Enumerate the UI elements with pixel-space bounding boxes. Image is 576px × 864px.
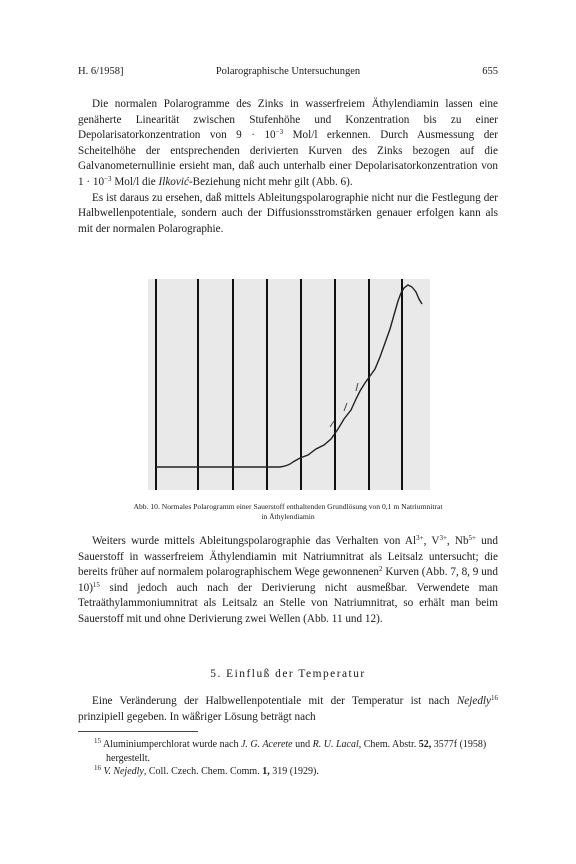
figure-caption: Abb. 10. Normales Polarogramm einer Sauerstoff enthaltenden Grundlösung von 0,1 m Natriumnitrat in Äthylendiamin (133, 502, 443, 521)
footnote-15: $^{15}$ Aluminiumperchlorat wurde nach J. G. Acerete und R. U. Lacal, Chem. Abstr. 52, 3577f (1958) hergestellt. (94, 737, 487, 764)
body-paragraph-3 (78, 694, 498, 725)
paragraph: Eine Veränderung der Halbwellenpotentiale mit der Temperatur ist nach Nejedly$^{16}$ prinzipiell gegeben. In wäßriger Lösung beträgt nach (78, 694, 498, 723)
page-number: 655 (482, 66, 498, 77)
polarogram-figure (148, 279, 430, 490)
footnote-rule (78, 731, 198, 732)
paragraph: Die normalen Polarogramme des Zinks in wasserfreiem Äthylendiamin lassen eine genäherte Linearität zwischen Stufenhöhe und Konzentration bis zu einer Depolarisatorkonzentration von $9 \cdot 10^{-3}$ Mol/l erkennen. Durch Ausmessung der Scheitelhöhe der entsprechenden derivierten Kurven des Zinks bezogen auf die Galvanometernullinie ersieht man, daß auch unterhalb einer Depolarisatorkonzentration von $1 \cdot 10^{-3}$ Mol/l die Ilković-Beziehung nicht mehr gilt (Abb. 6). (78, 98, 499, 188)
running-header-left: H. 6/1958] (78, 66, 124, 77)
paragraph: Weiters wurde mittels Ableitungspolarographie das Verhalten von $Al^{3+}$, $V^{3+}$, $Nb^{5+}$ und Sauerstoff in wasserfreiem Äthylendiamin mit Natriumnitrat als Leitsalz untersucht; die bereits früher auf normalem polarographischem Wege gewonnenen$^2$ Kurven (Abb. 7, 8, 9 und 10)$^{15}$ sind jedoch auch nach der Derivierung nicht ausmeßbar. Verwendete man Tetraäthylammoniumnitrat als Leitsalz an Stelle von Natriumnitrat, so erhält man beim Sauerstoff mit und ohne Derivierung zwei Wellen (Abb. 11 und 12). (78, 534, 498, 625)
section-heading: 5. Einfluß der Temperatur (210, 668, 366, 680)
footnote-16: $^{16}$ V. Nejedly, Coll. Czech. Chem. Comm. 1, 319 (1929). (94, 764, 319, 777)
body-paragraph-2 (78, 534, 498, 628)
running-header-title: Polarographische Untersuchungen (215, 66, 361, 77)
polarogram-trace (148, 279, 430, 490)
intro-text (78, 97, 498, 237)
paragraph: Es ist daraus zu ersehen, daß mittels Ableitungspolarographie nicht nur die Festlegung der Halbwellenpotentiale, sondern auch der Diffusionsstromstärken genauer erfolgen kann als mit der normalen Polarographie. (78, 191, 498, 235)
footnotes (78, 738, 498, 779)
